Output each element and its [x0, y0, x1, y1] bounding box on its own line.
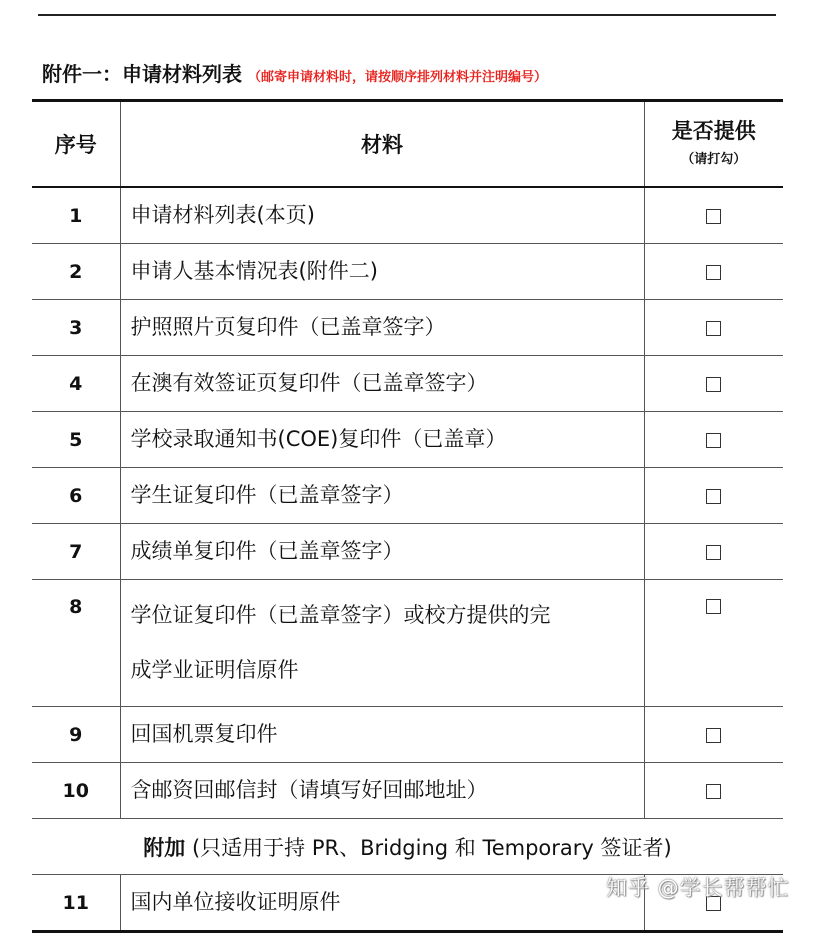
header-provided-hint: （请打勾）: [681, 152, 747, 167]
row-material: 含邮资回邮信封（请填写好回邮地址）: [120, 763, 644, 819]
checkbox-cell[interactable]: [644, 707, 783, 763]
row-number: 4: [32, 356, 120, 412]
header-provided: [644, 101, 783, 188]
checkbox-cell[interactable]: [644, 356, 783, 412]
row-number: 8: [32, 580, 120, 707]
row-material: 在澳有效签证页复印件（已盖章签字）: [120, 356, 644, 412]
table-row: [32, 524, 783, 580]
checkbox-cell[interactable]: [644, 187, 783, 244]
table-row: [32, 468, 783, 524]
row-number: 7: [32, 524, 120, 580]
checkbox[interactable]: [706, 265, 721, 280]
checkbox-cell[interactable]: [644, 412, 783, 468]
checkbox[interactable]: [706, 489, 721, 504]
additional-section-row: [32, 819, 783, 875]
checkbox[interactable]: [706, 728, 721, 743]
row-number: 10: [32, 763, 120, 819]
row-number: 3: [32, 300, 120, 356]
row-material: 护照照片页复印件（已盖章签字）: [120, 300, 644, 356]
checkbox[interactable]: [706, 209, 721, 224]
row-number: 1: [32, 187, 120, 244]
checkbox[interactable]: [706, 377, 721, 392]
checkbox[interactable]: [706, 784, 721, 799]
materials-table: [32, 99, 783, 933]
row-material-line1: 学位证复印件（已盖章签字）或校方提供的完: [130, 603, 551, 627]
additional-text: (只适用于持 PR、Bridging 和 Temporary 签证者): [191, 835, 672, 860]
checkbox[interactable]: [706, 599, 721, 614]
header-material: 材料: [120, 101, 644, 188]
row-material: 成绩单复印件（已盖章签字）: [120, 524, 644, 580]
row-number: 2: [32, 244, 120, 300]
top-rule: [38, 14, 776, 16]
row-material: 国内单位接收证明原件: [120, 875, 644, 932]
row-material-line2: 成学业证明信原件: [130, 658, 299, 682]
checkbox[interactable]: [706, 433, 721, 448]
row-number: 11: [32, 875, 120, 932]
checkbox[interactable]: [706, 321, 721, 336]
table-row: [32, 187, 783, 244]
row-number: 6: [32, 468, 120, 524]
table-row: [32, 356, 783, 412]
table-row: [32, 580, 783, 707]
additional-section-cell: [32, 819, 783, 875]
checkbox-cell[interactable]: [644, 468, 783, 524]
table-row: [32, 300, 783, 356]
row-material: 回国机票复印件: [120, 707, 644, 763]
checkbox-cell[interactable]: [644, 580, 783, 707]
row-material: 学生证复印件（已盖章签字）: [120, 468, 644, 524]
table-row: [32, 244, 783, 300]
row-number: 5: [32, 412, 120, 468]
table-header-row: [32, 101, 783, 188]
row-material: [120, 580, 644, 707]
row-material: 学校录取通知书(COE)复印件（已盖章）: [120, 412, 644, 468]
header-number: 序号: [32, 101, 120, 188]
checkbox[interactable]: [706, 545, 721, 560]
heading-note: （邮寄申请材料时，请按顺序排列材料并注明编号）: [248, 70, 548, 85]
additional-label: 附加: [143, 835, 186, 860]
checkbox-cell[interactable]: [644, 300, 783, 356]
heading-title: 附件一：申请材料列表: [42, 62, 242, 86]
row-material: 申请人基本情况表(附件二): [120, 244, 644, 300]
table-row: [32, 707, 783, 763]
row-number: 9: [32, 707, 120, 763]
table-row: [32, 763, 783, 819]
table-row: [32, 412, 783, 468]
header-provided-label: 是否提供: [671, 119, 756, 143]
checkbox-cell[interactable]: [644, 244, 783, 300]
checkbox-cell[interactable]: [644, 763, 783, 819]
row-material: 申请材料列表(本页): [120, 187, 644, 244]
attachment-heading: [42, 58, 547, 87]
watermark: 知乎 @学长帮帮忙: [606, 876, 790, 900]
checkbox-cell[interactable]: [644, 524, 783, 580]
